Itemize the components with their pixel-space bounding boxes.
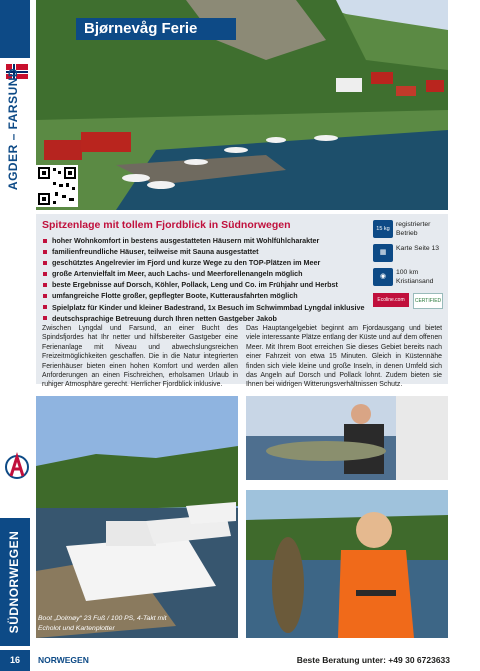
caption-line-1: Boot „Dolmøy“ 23 Fuß / 100 PS, 4-Takt mit <box>38 615 167 622</box>
boat-photo <box>36 396 238 638</box>
footer-section-label: NORWEGEN <box>38 655 89 665</box>
certified-badge: CERTIFIED <box>413 293 443 309</box>
map-icon: ▦ <box>373 244 393 262</box>
region-label-bottom: SÜDNORWEGEN <box>7 530 21 634</box>
list-item: beste Ergebnisse auf Dorsch, Köhler, Pollack, Leng und Co. im Frühjahr und Herbst <box>42 279 362 290</box>
footer-contact: Beste Beratung unter: +49 30 6723633 <box>296 655 450 665</box>
list-item: geschütztes Angelrevier im Fjord und kurze Wege zu den TOP-Plätzen im Meer <box>42 257 362 268</box>
caption-line-2: Echolot und Kartenplotter <box>38 625 115 632</box>
list-item: große Artenvielfalt im Meer, auch Lachs- und Meerforellenangeln möglich <box>42 268 362 279</box>
map-label: Karte Seite 13 <box>396 245 440 252</box>
list-item: umfangreiche Flotte großer, gepflegter Boote, Kutterausfahrten möglich <box>42 290 362 301</box>
fish-scale-icon <box>373 220 393 238</box>
list-item: Spielplatz für Kinder und kleiner Badestrand, 1x Besuch im Schwimmbad Lyngdal inklusive <box>42 302 362 313</box>
hero-photo <box>36 0 448 210</box>
registered-label: registrierter Betrieb <box>396 221 431 237</box>
sidebar-top-block <box>0 0 30 58</box>
list-item: hoher Wohnkomfort in bestens ausgestatteten Häusern mit Wohlfühlcharakter <box>42 235 362 246</box>
car-icon: ◉ <box>373 268 393 286</box>
qr-code-icon <box>36 165 78 207</box>
description-right: Das Hauptangelgebiet beginnt am Fjordausgang und bietet viele interessante Plätze entlang der Küste und auf dem offenen Meer. Mit Ihrem Boot erreichen Sie dieses Gebiet bereits nach einer Fahrzeit von etwa 15 Minuten. Gleich in Küstennähe finden sich viele kleine und große Inseln, in denen Umfeld sich das Angeln auf Dorsch und Pollack lohnt. Zudem bieten sie Ihnen bei widrigen Witterungsverhältnissen Schutz. <box>246 325 442 389</box>
sidebar <box>0 0 30 671</box>
angler-photo <box>246 396 448 480</box>
info-heading: Spitzenlage mit tollem Fjordblick in Südnorwegen <box>42 219 291 231</box>
list-item: deutschsprachige Betreuung durch Ihren netten Gastgeber Jakob <box>42 313 362 324</box>
ecoline-badge: Ecoline.com <box>373 293 409 307</box>
brand-logo-icon <box>4 452 30 482</box>
girl-photo <box>246 490 448 638</box>
registered-badge-text: 15 kg <box>376 226 390 232</box>
info-box <box>36 214 448 389</box>
photo-caption <box>38 614 167 634</box>
region-label-top: AGDER – FARSUND <box>6 67 20 191</box>
page-title: Bjørnevåg Ferie <box>76 18 236 40</box>
distance-label: 100 km Kristiansand <box>396 269 434 285</box>
list-item: familienfreundliche Häuser, teilweise mit Sauna ausgestattet <box>42 246 362 257</box>
feature-list <box>42 235 365 324</box>
description-left: Zwischen Lyngdal und Farsund, an einer Bucht des Spindsfjordes hat Ihr netter und hilfsbereiter Gastgeber eine Ferienanlage mit Niveau und abwechslungsreichen Freizeitmöglichkeiten geschaffen. Die in die Natur integrierten Ferienhäuser bieten einen hohen Komfort und werden allen Anforderungen an einen Fischreichen, erholsamen Urlaub in ruhiger Atmosphäre gerecht. Herrlicher Fjordblick inklusive. <box>42 325 238 389</box>
page-number: 16 <box>0 650 30 671</box>
